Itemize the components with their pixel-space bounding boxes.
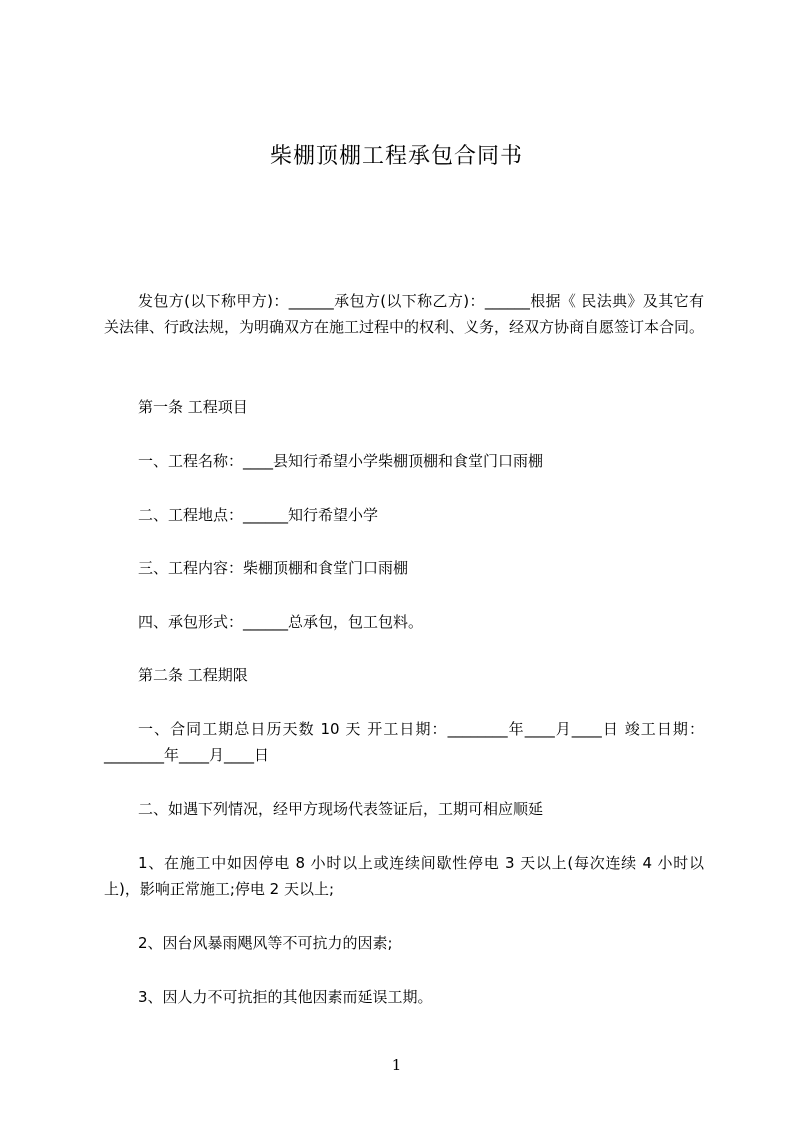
article-2-heading: 第二条 工程期限	[138, 666, 248, 684]
page-number: 1	[391, 1056, 402, 1074]
project-name-item: 一、工程名称：____县知行希望小学柴棚顶棚和食堂门口雨棚	[138, 452, 544, 470]
power-outage-subitem: 1、在施工中如因停电 8 小时以上或连续间歇性停电 3 天以上(每次连续 4 小时以上)，影响正常施工;停电 2 天以上;	[104, 854, 704, 898]
extension-conditions-item: 二、如遇下列情况，经甲方现场代表签证后，工期可相应顺延	[138, 800, 544, 818]
contract-period-item: 一、合同工期总日历天数 10 天 开工日期：________年____月____日 竣工日期：________年____月____日	[104, 720, 704, 764]
other-factors-subitem: 3、因人力不可抗拒的其他因素而延误工期。	[138, 988, 433, 1006]
document-title: 柴棚顶棚工程承包合同书	[269, 144, 523, 169]
project-location-item: 二、工程地点：______知行希望小学	[138, 506, 379, 524]
article-1-heading: 第一条 工程项目	[138, 398, 248, 416]
contract-form-item: 四、承包形式：______总承包，包工包料。	[138, 613, 424, 631]
force-majeure-subitem: 2、因台风暴雨飓风等不可抗力的因素;	[138, 934, 393, 952]
project-content-item: 三、工程内容：柴棚顶棚和食堂门口雨棚	[138, 559, 409, 577]
intro-paragraph: 发包方(以下称甲方)：______承包方(以下称乙方)：______根据《 民法典》及其它有关法律、行政法规，为明确双方在施工过程中的权利、义务，经双方协商自愿签订本合同。	[104, 292, 705, 336]
